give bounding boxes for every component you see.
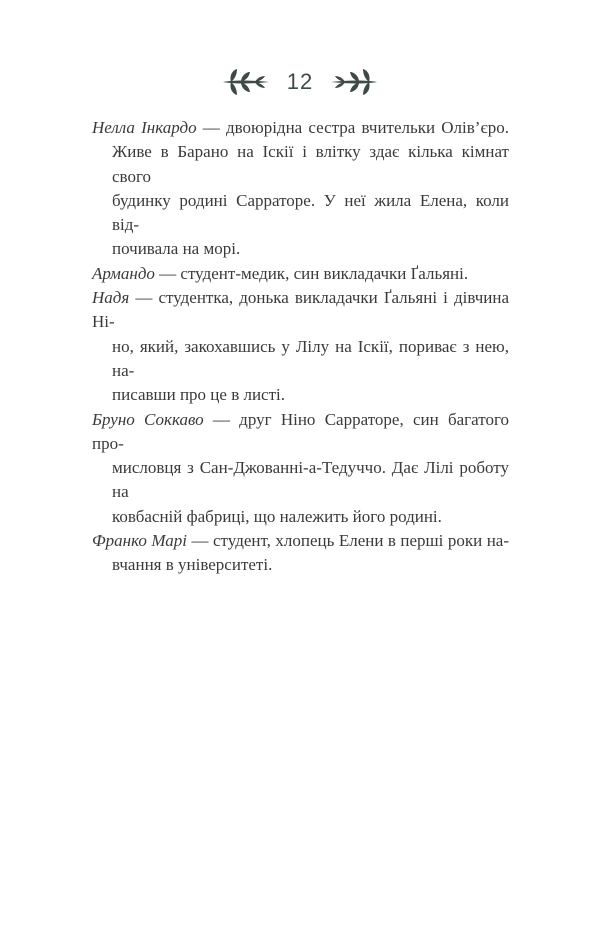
entry-line xyxy=(92,408,509,457)
entry-text: — студентка, донька викладачки Ґальяні і дівчина Ні- xyxy=(92,288,509,332)
entry-line: вчання в університеті. xyxy=(112,555,273,575)
character-name: Бруно Соккаво xyxy=(92,409,204,429)
entry-line xyxy=(92,286,509,335)
entry-line: мисловця з Сан-Джованні-а-Тедуччо. Дає Лілі роботу на xyxy=(112,458,509,502)
entry-text: — студент-медик, син викладачки Ґальяні. xyxy=(154,263,469,283)
entry-line: писавши про це в листі. xyxy=(112,385,286,405)
entry-text: — друг Ніно Сарраторе, син багатого про- xyxy=(92,409,509,453)
character-entry xyxy=(92,408,509,529)
entry-line xyxy=(92,116,509,140)
character-list xyxy=(92,116,509,578)
character-entry xyxy=(92,286,509,407)
entry-line: ковбасній фабриці, що належить його родині. xyxy=(112,506,442,526)
leaf-sprig-left-icon xyxy=(221,67,273,97)
character-name: Франко Марі xyxy=(92,531,188,551)
character-name: Надя xyxy=(92,288,130,308)
character-entry xyxy=(92,529,509,578)
entry-line xyxy=(92,262,509,286)
entry-text: — студент, хлопець Елени в перші роки на- xyxy=(187,531,509,551)
page-header xyxy=(0,64,600,100)
entry-text: — двоюрідна сестра вчительки Олів’єро. xyxy=(196,118,509,137)
entry-line: почивала на морі. xyxy=(112,239,241,259)
page-number: 12 xyxy=(286,69,314,94)
character-entry xyxy=(92,116,509,262)
character-name: Армандо xyxy=(92,263,155,283)
entry-line: Живе в Барано на Іскії і влітку здає кілька кімнат свого xyxy=(112,142,509,186)
entry-line: будинку родині Сарраторе. У неї жила Елена, коли від- xyxy=(112,190,509,235)
character-entry xyxy=(92,262,509,286)
character-name: Нелла Інкардо xyxy=(92,118,197,137)
entry-line xyxy=(92,529,509,553)
entry-line: но, який, закохавшись у Лілу на Іскії, пориває з нею, на- xyxy=(112,336,509,380)
leaf-sprig-right-icon xyxy=(327,67,379,97)
